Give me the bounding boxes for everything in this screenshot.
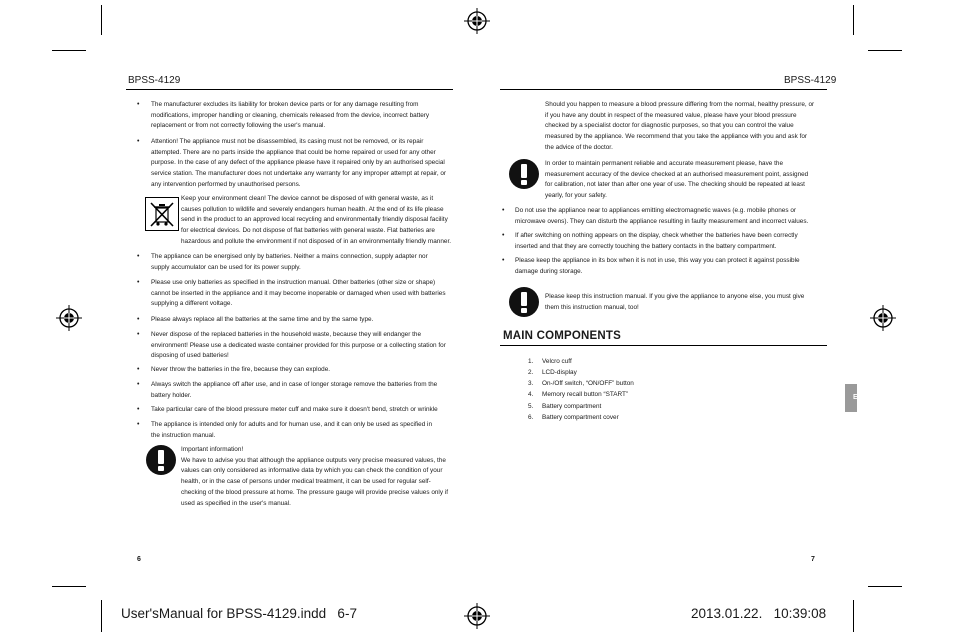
right-header-rule: [500, 89, 827, 90]
crop-mark: [853, 600, 854, 632]
component-number: 4.: [528, 391, 534, 398]
section-rule: [500, 345, 827, 346]
component-label: Battery compartment cover: [542, 414, 619, 421]
list-item: If after switching on nothing appears on the display, check whether the batteries have been correctly inserted and that they are correctly touching the battery contacts in the battery compartment.: [515, 232, 798, 250]
bullet: •: [137, 101, 140, 108]
list-item: Please keep the appliance in its box when it is not in use, this way you can protect it against possible damage during storage.: [515, 257, 800, 275]
bullet: •: [137, 253, 140, 260]
list-item: Take particular care of the blood pressure meter cuff and make sure it doesn't bend, stretch or wrinkle: [151, 406, 438, 413]
bullet: •: [137, 421, 140, 428]
component-number: 5.: [528, 403, 534, 410]
component-label: Memory recall button “START”: [542, 391, 629, 398]
list-item: Do not use the appliance near to appliances emitting electromagnetic waves (e.g. mobile phones or microwave ovens). They can disturb the appliance resulting in faulty measurement and incorrect values.: [515, 207, 809, 225]
crop-mark: [101, 5, 102, 35]
crop-mark: [101, 600, 102, 632]
component-number: 6.: [528, 414, 534, 421]
bullet: •: [502, 207, 505, 214]
crop-mark: [868, 586, 902, 587]
bullet: •: [137, 138, 140, 145]
registration-mark-icon: [464, 603, 490, 629]
registration-mark-icon: [870, 305, 896, 331]
page-number-left: 6: [137, 556, 141, 563]
registration-mark-icon: [464, 8, 490, 34]
language-tab-label: EN: [853, 394, 863, 401]
component-label: LCD-display: [542, 369, 577, 376]
exclamation-note-icon: [509, 287, 539, 317]
list-item: The manufacturer excludes its liability for broken device parts or for any damage resulting from modifications, improper handling or cleaning, chemicals released from the device, incorrect battery replacement or from not correctly following the user's manual.: [151, 101, 430, 130]
component-label: Battery compartment: [542, 403, 602, 410]
list-item: In order to maintain permanent reliable and accurate measurement please, have the measurement accuracy of the device checked at an authorised measurement point, assigned for calibration, not later than after one year of use. The checking should be repeated at least yearly, for your safety.: [545, 160, 809, 200]
left-header-rule: [126, 89, 453, 90]
component-label: Velcro cuff: [542, 358, 572, 365]
list-item: Please use only batteries as specified in the instruction manual. Other batteries (other size or shape) cannot be inserted in the appliance and it may become inoperable or damaged when used with batteries supplying a different voltage.: [151, 279, 446, 308]
bullet: •: [137, 279, 140, 286]
timestamp: 2013.01.22. 10:39:08: [691, 606, 827, 621]
bullet: •: [137, 316, 140, 323]
list-item: Please always replace all the batteries at the same time and by the same type.: [151, 316, 374, 323]
list-item: Never throw the batteries in the fire, because they can explode.: [151, 366, 331, 373]
list-item: Never dispose of the replaced batteries in the household waste, because they will endanger the environment! Please use a dedicated waste container provided for this purpose or a collecting station for disposing of used batteries!: [151, 331, 446, 360]
list-item: Important information! We have to advise you that although the appliance outputs very precise measured values, the values can only considered as informative data by which you can check the condition of your health, or in the case of persons under medical treatment, it can be used for regular self-checking of the blood pressure at home. The pressure gauge will provide precise values only if used as specified in the user's manual.: [181, 446, 449, 507]
crop-mark: [52, 586, 86, 587]
crop-mark: [868, 50, 902, 51]
list-item: Attention! The appliance must not be disassembled, its casing must not be removed, or its repair attempted. There are no parts inside the appliance that could be home repaired or used for any other purpose. In the case of any defect of the appliance please have it repaired only by an authorised special service station. The manufacturer does not undertake any warranty for any improper attempt at repair, or any intervention performed by unauthorised persons.: [151, 138, 447, 188]
component-number: 2.: [528, 369, 534, 376]
bullet: •: [137, 331, 140, 338]
page-number-right: 7: [811, 556, 815, 563]
bullet: •: [137, 366, 140, 373]
list-item: Always switch the appliance off after use, and in case of longer storage remove the batteries from the battery holder.: [151, 381, 438, 399]
component-label: On-/Off switch, “ON/OFF” button: [542, 380, 634, 387]
bullet: •: [502, 232, 505, 239]
crossed-out-bin-icon: [145, 197, 179, 231]
list-item: Please keep this instruction manual. If you give the appliance to anyone else, you must give them this instruction manual, too!: [545, 293, 805, 311]
registration-mark-icon: [56, 305, 82, 331]
list-item: The appliance can be energised only by batteries. Neither a mains connection, supply adapter nor supply accumulator can be used for its power supply.: [151, 253, 428, 271]
bullet: •: [137, 381, 140, 388]
exclamation-note-icon: [509, 159, 539, 189]
list-item: Should you happen to measure a blood pressure differing from the normal, healthy pressure, or if you have any doubt in respect of the measured value, please have your blood pressure checked by a specialist doctor for diagnostic purposes, so that you can control the value measured by the appliance. We recommend that you take the appliance with you and ask for the advice of the doctor.: [545, 101, 815, 151]
file-slug: User'sManual for BPSS-4129.indd 6-7: [121, 606, 357, 621]
right-page-header: BPSS-4129: [784, 75, 837, 86]
bullet: •: [137, 406, 140, 413]
crop-mark: [853, 5, 854, 35]
component-number: 3.: [528, 380, 534, 387]
section-title: MAIN COMPONENTS: [503, 330, 621, 342]
list-item: The appliance is intended only for adults and for human use, and it can only be used as specified in the instruction manual.: [151, 421, 433, 439]
list-item: Keep your environment clean! The device cannot be disposed of with general waste, as it causes pollution to wildlife and severely endangers human health. At the end of its life please send in the product to an approved local recycling and environmentally friendly disposal facility for electrical devices. Do not dispose of flat batteries with general waste. Flat batteries are hazardous and pollute the environment if not disposed of in an environmentally friendly manner.: [181, 195, 451, 245]
crop-mark: [52, 50, 86, 51]
exclamation-note-icon: [146, 445, 176, 475]
component-number: 1.: [528, 358, 534, 365]
bullet: •: [502, 257, 505, 264]
left-page-header: BPSS-4129: [128, 75, 181, 86]
